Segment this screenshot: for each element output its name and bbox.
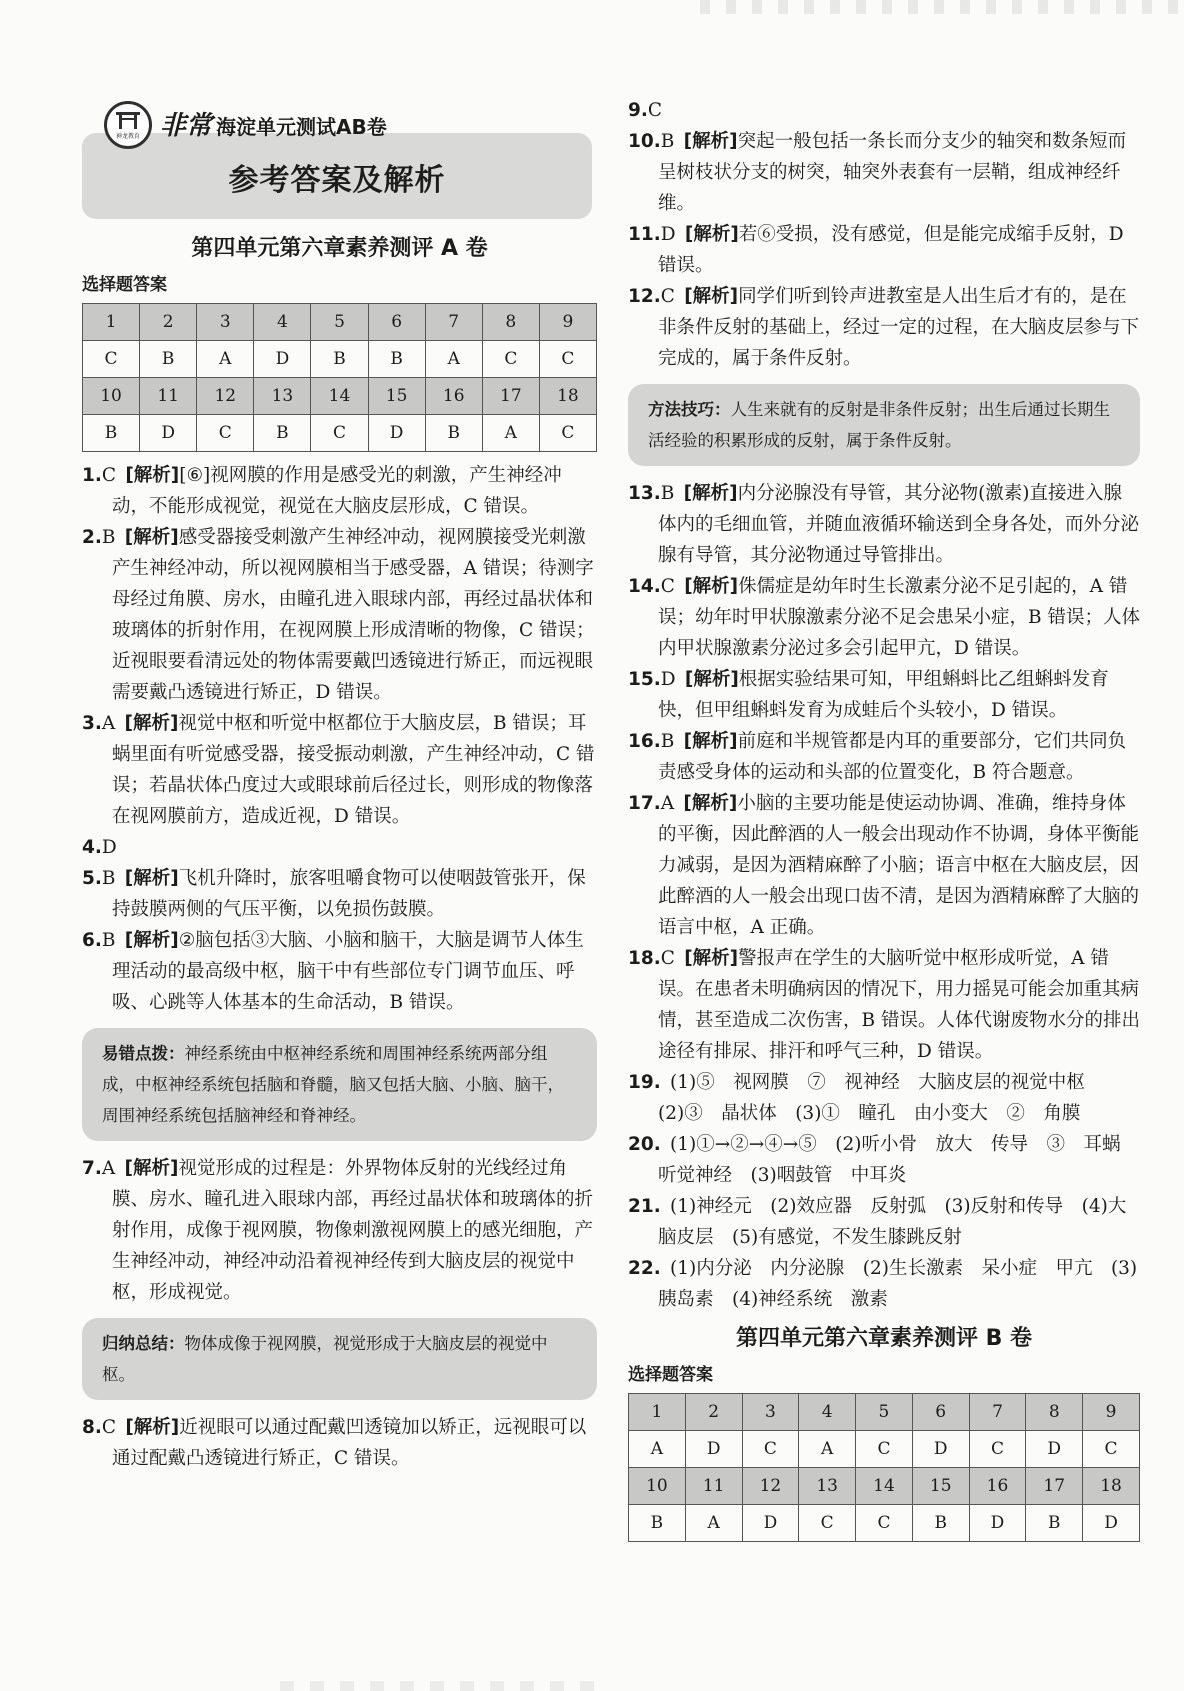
answer-cell: B [83,415,140,452]
answer-cell: D [368,415,425,452]
answer-cell: A [482,415,539,452]
right-answer-list-13 [628,478,1140,1315]
question-number-row [629,1394,1140,1431]
item-answer: B [101,527,116,548]
answer-cell: B [368,341,425,378]
answer-item [628,788,1140,943]
tip-text: 神经系统由中枢神经系统和周围神经系统两部分组成，中枢神经系统包括脑和脊髓，脑又包括大脑、小脑、脑干，周围神经系统包括脑神经和脊神经。 [102,1044,564,1125]
left-column [82,95,597,1474]
question-number-cell: 5 [856,1394,913,1431]
item-answer: B [660,731,675,752]
item-text: (1)内分泌 内分泌腺 (2)生长激素 呆小症 甲亢 (3)胰岛素 (4)神经系统 激素 [658,1258,1138,1310]
section-a-table-label: 选择题答案 [82,275,167,295]
item-tag: [解析] [683,731,738,752]
question-number-cell: 8 [1026,1394,1083,1431]
question-number-cell: 9 [1083,1394,1140,1431]
question-number-cell: 7 [425,304,482,341]
answer-cell: A [425,341,482,378]
answer-item [628,1253,1140,1315]
item-number: 17. [628,793,661,814]
question-number-cell: 18 [1083,1468,1140,1505]
item-number: 13. [628,483,661,504]
item-text: 同学们听到铃声进教室是人出生后才有的，是在非条件反射的基础上，经过一定的过程，在大脑皮层参与下完成的，属于条件反射。 [658,286,1140,369]
item-number: 5. [82,868,102,889]
logo-caption: 神龙教育 [115,133,140,140]
answer-item [628,1129,1140,1191]
item-tag: [解析] [124,527,179,548]
item-answer: C [647,100,663,121]
item-text: (1)神经元 (2)效应器 反射弧 (3)反射和传导 (4)大脑皮层 (5)有感觉，不发生膝跳反射 [658,1196,1127,1248]
scan-edge-decoration-bottom [280,1681,600,1691]
answer-cell: C [482,341,539,378]
item-answer: C [101,465,117,486]
answer-item [82,460,597,522]
item-number: 20. [628,1134,661,1155]
section-a-answer-table [82,303,597,452]
item-answer: B [101,868,116,889]
answer-item [628,95,1140,126]
question-number-cell: 3 [197,304,254,341]
brand-logo [104,101,152,149]
answer-item [628,571,1140,664]
item-text: 若⑥受损，没有感觉，但是能完成缩手反射，D 错误。 [658,224,1124,276]
tip-method [628,384,1140,466]
question-number-cell: 12 [197,378,254,415]
item-text: 前庭和半规管都是内耳的重要部分，它们共同负责感受身体的运动和头部的位置变化，B 符合题意。 [658,731,1127,783]
answer-item [628,478,1140,571]
item-text: ②脑包括③大脑、小脑和脑干，大脑是调节人体生理活动的最高级中枢，脑干中有些部位专门调节血压、呼吸、心跳等人体基本的生命活动，B 错误。 [112,930,584,1013]
question-number-row [83,304,597,341]
question-number-cell: 10 [629,1468,686,1505]
answer-cell: C [539,341,596,378]
question-number-cell: 9 [539,304,596,341]
item-number: 9. [628,100,648,121]
item-answer: A [660,793,675,814]
tip-label: 方法技巧： [648,400,731,419]
item-tag: [解析] [684,948,739,969]
question-number-cell: 15 [912,1468,969,1505]
answer-cell: D [742,1505,799,1542]
item-tag: [解析] [684,576,739,597]
answer-cell: D [140,415,197,452]
item-tag: [解析] [684,224,739,245]
brand-script: 非常 [160,111,213,141]
item-answer: D [101,837,117,858]
item-number: 16. [628,731,661,752]
answer-cell: C [539,415,596,452]
item-number: 19. [628,1072,661,1093]
left-answer-list-7 [82,1153,597,1308]
answer-item [82,1153,597,1308]
item-answer: C [660,576,675,597]
item-text: (1)①→②→④→⑤ (2)听小骨 放大 传导 ③ 耳蜗 听觉神经 (3)咽鼓管 中耳炎 [658,1134,1139,1186]
item-text: 视觉形成的过程是：外界物体反射的光线经过角膜、房水、瞳孔进入眼球内部，再经过晶状体和玻璃体的折射作用，成像于视网膜，物像刺激视网膜上的感光细胞，产生神经冲动，神经冲动沿着视神经传到大脑皮层的视觉中枢，形成视觉。 [112,1158,594,1303]
question-number-cell: 15 [368,378,425,415]
item-answer: B [660,483,675,504]
answer-item [82,863,597,925]
question-number-cell: 16 [969,1468,1026,1505]
question-number-cell: 3 [742,1394,799,1431]
answer-item [82,925,597,1018]
answer-cell: C [197,415,254,452]
tip-label: 易错点拨： [102,1044,185,1063]
question-number-cell: 6 [912,1394,969,1431]
title-banner [82,133,592,219]
gate-icon [115,110,141,130]
answer-item [628,726,1140,788]
answer-cell: C [742,1431,799,1468]
answer-cell: A [197,341,254,378]
series-label: 海淀单元测试AB卷 [216,115,387,139]
item-number: 22. [628,1258,661,1279]
answer-row [83,341,597,378]
question-number-cell: 13 [799,1468,856,1505]
answer-item [628,281,1140,374]
item-tag: [解析] [125,465,180,486]
item-number: 10. [628,131,661,152]
item-answer: C [660,286,675,307]
item-tag: [解析] [124,930,179,951]
answer-item [628,219,1140,281]
item-tag: [解析] [684,286,739,307]
item-number: 18. [628,948,661,969]
answer-cell: C [83,341,140,378]
question-number-cell: 14 [311,378,368,415]
answer-row [629,1431,1140,1468]
left-answer-list-8 [82,1412,597,1474]
answer-cell: B [254,415,311,452]
item-answer: D [660,669,676,690]
item-answer: A [101,1158,116,1179]
answer-item [82,522,597,708]
answer-cell: C [1083,1431,1140,1468]
item-text: 警报声在学生的大脑听觉中枢形成听觉，A 错误。在患者未明确病因的情况下，用力摇晃可能会加重其病情，甚至造成二次伤害，B 错误。人体代谢废物水分的排出途径有排尿、排汗和呼气三种，D 错误。 [658,948,1140,1062]
item-text: (1)⑤ 视网膜 ⑦ 视神经 大脑皮层的视觉中枢 (2)③ 晶状体 (3)① 瞳孔 由小变大 ② 角膜 [658,1072,1104,1124]
answer-cell: D [912,1431,969,1468]
item-number: 2. [82,527,102,548]
tip-summary [82,1318,597,1400]
item-text: 小脑的主要功能是使运动协调、准确，维持身体的平衡，因此醉酒的人一般会出现动作不协调，身体平衡能力减弱，是因为酒精麻醉了小脑；语言中枢在大脑皮层，因此醉酒的人一般会出现口齿不清，是因为酒精麻醉了大脑的语言中枢，A 正确。 [658,793,1140,938]
question-number-cell: 2 [140,304,197,341]
item-text: 突起一般包括一条长而分支少的轴突和数条短而呈树枝状分支的树突，轴突外表套有一层鞘，组成神经纤维。 [658,131,1127,214]
answer-cell: C [856,1431,913,1468]
series-name [160,105,387,142]
item-number: 12. [628,286,661,307]
question-number-cell: 5 [311,304,368,341]
brand-header [82,95,597,225]
answer-cell: B [629,1505,686,1542]
answer-item [82,1412,597,1474]
answer-cell: B [1026,1505,1083,1542]
item-answer: A [101,713,116,734]
answer-cell: D [1026,1431,1083,1468]
question-number-row [629,1468,1140,1505]
question-number-row [83,378,597,415]
question-number-cell: 12 [742,1468,799,1505]
question-number-cell: 6 [368,304,425,341]
item-number: 15. [628,669,661,690]
item-text: 近视眼可以通过配戴凹透镜加以矫正，远视眼可以通过配戴凸透镜进行矫正，C 错误。 [112,1417,587,1469]
question-number-cell: 16 [425,378,482,415]
question-number-cell: 11 [140,378,197,415]
question-number-cell: 17 [482,378,539,415]
item-answer: C [101,1417,117,1438]
answer-item [628,664,1140,726]
item-text: 飞机升降时，旅客咀嚼食物可以使咽鼓管张开，保持鼓膜两侧的气压平衡，以免损伤鼓膜。 [112,868,586,920]
answer-cell: D [254,341,311,378]
question-number-cell: 1 [629,1394,686,1431]
section-a-title: 第四单元第六章素养测评 A 卷 [191,236,488,261]
tip-text: 物体成像于视网膜，视觉形成于大脑皮层的视觉中枢。 [102,1334,548,1384]
left-answer-list [82,460,597,1018]
item-text: 侏儒症是幼年时生长激素分泌不足引起的，A 错误；幼年时甲状腺激素分泌不足会患呆小症，B 错误；人体内甲状腺激素分泌过多会引起甲亢，D 错误。 [658,576,1140,659]
answer-item [628,126,1140,219]
answer-row [83,415,597,452]
item-tag: [解析] [683,793,738,814]
question-number-cell: 8 [482,304,539,341]
answer-cell: C [799,1505,856,1542]
right-column [628,95,1140,1542]
tip-label: 归纳总结： [102,1334,185,1353]
item-tag: [解析] [124,868,179,889]
answer-cell: D [685,1431,742,1468]
answer-cell: D [969,1505,1026,1542]
item-answer: D [660,224,676,245]
section-b-table-label: 选择题答案 [628,1365,713,1385]
answer-item [628,1067,1140,1129]
item-number: 8. [82,1417,102,1438]
question-number-cell: 7 [969,1394,1026,1431]
answer-item [628,943,1140,1067]
answer-cell: B [311,341,368,378]
answer-cell: C [311,415,368,452]
page-title: 参考答案及解析 [228,163,446,198]
item-text: 根据实验结果可知，甲组蝌蚪比乙组蝌蚪发育快，但甲组蝌蚪发育为成蛙后个头较小，D 错误。 [658,669,1109,721]
item-number: 14. [628,576,661,597]
item-number: 21. [628,1196,661,1217]
answer-cell: A [685,1505,742,1542]
item-text: 感受器接受刺激产生神经冲动，视网膜接受光刺激产生神经冲动，所以视网膜相当于感受器，A 错误；待测字母经过角膜、房水，由瞳孔进入眼球内部，再经过晶状体和玻璃体的折射作用，在视网膜上形成清晰的物像，C 错误；近视眼要看清远处的物体需要戴凹透镜进行矫正，而远视眼需要戴凸透镜进行矫正，D 错误。 [112,527,595,703]
answer-cell: A [629,1431,686,1468]
tip-error [82,1028,597,1141]
item-number: 6. [82,930,102,951]
answer-item [628,1191,1140,1253]
scan-edge-decoration [700,0,1184,14]
answer-cell: B [425,415,482,452]
answer-cell: B [140,341,197,378]
item-text: 内分泌腺没有导管，其分泌物(激素)直接进入腺体内的毛细血管，并随血液循环输送到全身各处，而外分泌腺有导管，其分泌物通过导管排出。 [658,483,1140,566]
question-number-cell: 14 [856,1468,913,1505]
item-text: [⑥]视网膜的作用是感受光的刺激，产生神经冲动，不能形成视觉，视觉在大脑皮层形成，C 错误。 [112,465,562,517]
item-answer: B [660,131,675,152]
item-text: 视觉中枢和听觉中枢都位于大脑皮层，B 错误；耳蜗里面有听觉感受器，接受振动刺激，产生神经冲动，C 错误；若晶状体凸度过大或眼球前后径过长，则形成的物像落在视网膜前方，造成近视，D 错误。 [112,713,595,827]
item-number: 11. [628,224,661,245]
answer-cell: B [912,1505,969,1542]
question-number-cell: 1 [83,304,140,341]
answer-cell: C [856,1505,913,1542]
answer-item [82,708,597,832]
right-answer-list [628,95,1140,374]
item-tag: [解析] [124,1158,179,1179]
question-number-cell: 10 [83,378,140,415]
answer-cell: A [799,1431,856,1468]
item-answer: C [660,948,675,969]
section-b-answer-table [628,1393,1140,1542]
item-tag: [解析] [683,131,738,152]
answer-cell: C [969,1431,1026,1468]
question-number-cell: 18 [539,378,596,415]
item-tag: [解析] [124,713,179,734]
answer-row [629,1505,1140,1542]
question-number-cell: 13 [254,378,311,415]
section-b-title: 第四单元第六章素养测评 B 卷 [735,1326,1033,1351]
tip-text: 人生来就有的反射是非条件反射；出生后通过长期生活经验的积累形成的反射，属于条件反射。 [648,400,1110,450]
question-number-cell: 17 [1026,1468,1083,1505]
item-number: 1. [82,465,102,486]
item-answer: B [101,930,116,951]
item-number: 3. [82,713,102,734]
question-number-cell: 2 [685,1394,742,1431]
item-number: 4. [82,837,102,858]
answer-item [82,832,597,863]
question-number-cell: 4 [254,304,311,341]
item-tag: [解析] [684,669,739,690]
item-tag: [解析] [683,483,738,504]
item-number: 7. [82,1158,102,1179]
item-tag: [解析] [125,1417,180,1438]
question-number-cell: 4 [799,1394,856,1431]
answer-cell: D [1083,1505,1140,1542]
question-number-cell: 11 [685,1468,742,1505]
